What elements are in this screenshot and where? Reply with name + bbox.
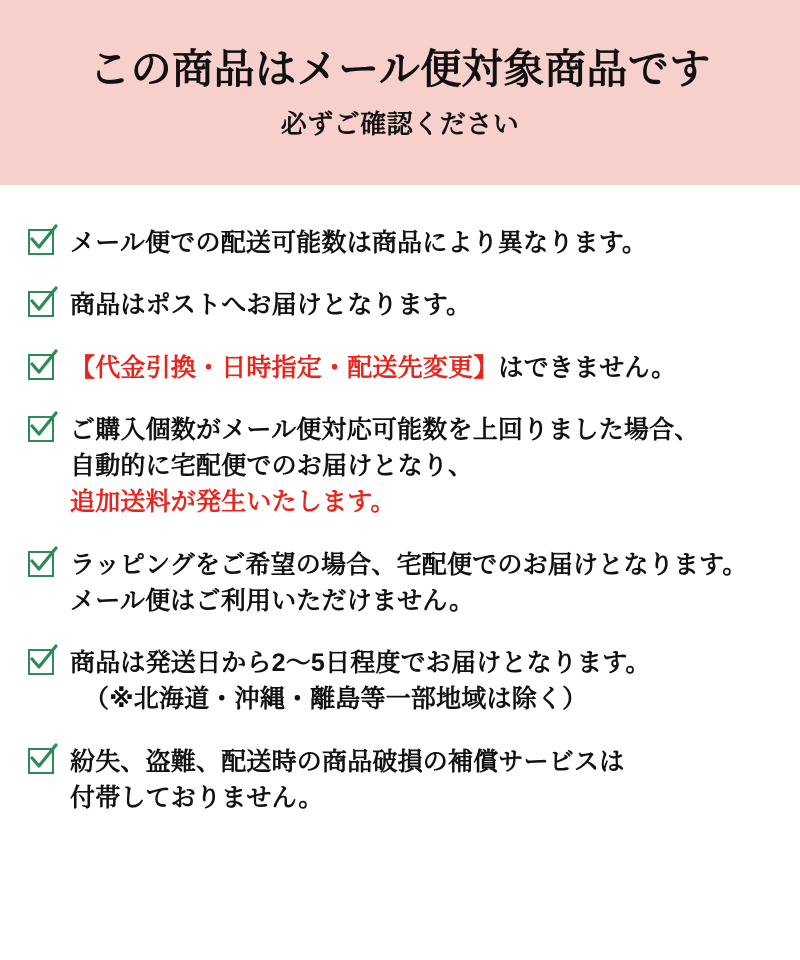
page-title: この商品はメール便対象商品です: [89, 45, 711, 92]
text-line: [70, 547, 747, 583]
item-post-delivery: [70, 287, 471, 323]
list-item: [28, 547, 770, 620]
list-item: [28, 225, 770, 261]
text-segment: ご購入個数がメール便対応可能数を上回りました場合、: [70, 415, 700, 444]
list-item: [28, 412, 770, 521]
text-segment: （※北海道・沖縄・離島等一部地域は除く）: [84, 685, 588, 714]
text-line: [70, 225, 647, 261]
item-no-cod: [70, 350, 676, 386]
text-line: [70, 744, 624, 780]
check-mark-icon: [28, 354, 54, 380]
text-segment: 商品は発送日から2〜5日程度でお届けとなります。: [70, 649, 651, 677]
text-line: [70, 645, 651, 681]
text-segment: はできません。: [498, 353, 677, 382]
item-over-quantity: [70, 412, 700, 521]
notice-banner: [0, 0, 800, 185]
check-mark-icon: [28, 748, 54, 774]
list-item: [28, 744, 770, 817]
item-no-compensation: [70, 744, 624, 817]
text-segment: 付帯しておりません。: [70, 783, 324, 812]
check-mark-icon: [28, 649, 54, 675]
text-line: [70, 780, 624, 816]
text-segment: 紛失、盗難、配送時の商品破損の補償サービスは: [70, 747, 625, 776]
text-segment: 自動的に宅配便でのお届けとなり、: [70, 452, 474, 480]
list-item: [28, 287, 770, 323]
check-mark-icon: [28, 416, 54, 442]
item-wrapping: [70, 547, 747, 620]
highlighted-text: 追加送料が発生いたします。: [70, 488, 396, 517]
text-segment: メール便はご利用いただけません。: [70, 586, 475, 615]
text-segment: ラッピングをご希望の場合、宅配便でのお届けとなります。: [70, 550, 748, 579]
check-mark-icon: [28, 551, 54, 577]
text-line: [70, 583, 747, 619]
check-mark-icon: [28, 291, 54, 317]
text-segment: 商品はポストへお届けとなります。: [70, 291, 472, 320]
text-line: [70, 681, 651, 717]
text-line: [70, 412, 700, 448]
item-delivery-count: [70, 225, 647, 261]
text-line: [70, 448, 700, 484]
list-item: [28, 350, 770, 386]
list-item: [28, 645, 770, 718]
text-segment: メール便での配送可能数は商品により異なります。: [70, 229, 648, 257]
text-line: [70, 484, 700, 520]
text-line: [70, 350, 676, 386]
text-line: [70, 287, 471, 323]
item-delivery-days: [70, 645, 651, 718]
highlighted-text: 【代金引換・日時指定・配送先変更】: [70, 353, 499, 382]
notice-list: [0, 185, 800, 816]
check-mark-icon: [28, 229, 54, 255]
page-subtitle: 必ずご確認ください: [280, 108, 520, 139]
